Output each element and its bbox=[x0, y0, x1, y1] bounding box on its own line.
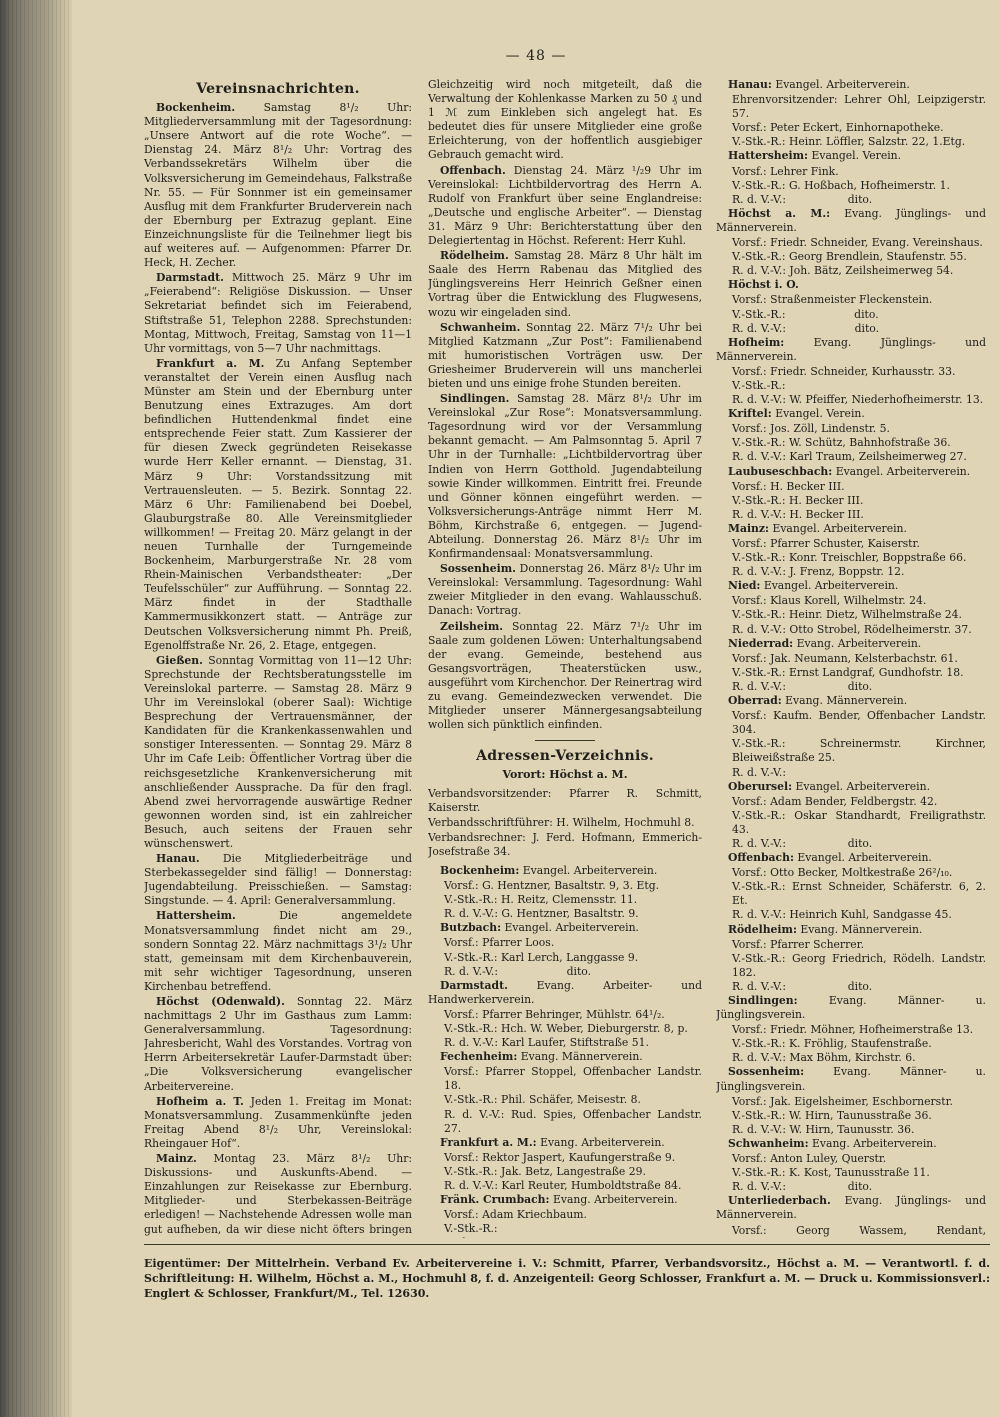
address-entry-title bbox=[716, 694, 986, 708]
address-entry bbox=[716, 522, 986, 579]
address-line: R. d. V.-V.: dito. bbox=[732, 1180, 873, 1194]
address-line bbox=[428, 1236, 702, 1238]
address-line: Vorsf.: Rektor Jaspert, Kaufungerstraße 9. bbox=[444, 1150, 676, 1164]
address-line: Vorsf.: H. Becker III. bbox=[732, 479, 845, 493]
address-line: V.-Stk.-R.: H. Reitz, Clemensstr. 11. bbox=[444, 893, 638, 907]
address-entry-title bbox=[716, 780, 986, 794]
news-item-text: Sonntag 22. März 7¹/₂ Uhr bei Mitglied Katzmann „Zur Post“: Familienabend mit humoristischen Vorträgen usw. Der Griesheimer Bruderverein will uns mancherlei bieten und uns einige frohe Stunden bereiten. bbox=[428, 320, 702, 390]
address-entry-title bbox=[716, 78, 986, 92]
address-line: V.-Stk.-R.: Phil. Schäfer, Meisestr. 8. bbox=[444, 1093, 641, 1107]
address-entry-title bbox=[428, 921, 702, 935]
address-line: V.-Stk.-R.: Konr. Treischler, Boppstraße 66. bbox=[732, 551, 967, 565]
address-line: Vorsf.: Adam Kriechbaum. bbox=[444, 1208, 587, 1222]
address-line: Vorsf.: Otto Becker, Moltkestraße 26²/₁₀. bbox=[732, 866, 953, 880]
address-entry bbox=[716, 407, 986, 464]
verband-officer: Verbandsrechner: J. Ferd. Hofmann, Emmerich-Josefstraße 34. bbox=[428, 830, 702, 858]
address-line: Vorsf.: Georg Wassem, Rendant, bbox=[732, 1223, 986, 1237]
address-entry bbox=[716, 851, 986, 922]
address-line: R. d. V.-V.: H. Becker III. bbox=[732, 507, 864, 521]
address-line: R. d. V.-V.: dito. bbox=[732, 679, 873, 693]
news-item bbox=[144, 271, 412, 356]
address-line: V.-Stk.-R.: Hch. W. Weber, Dieburgerstr. 8, p. bbox=[444, 1022, 688, 1035]
news-item-place: Mainz. bbox=[156, 1152, 197, 1166]
news-item bbox=[144, 852, 412, 908]
address-place: Unterliederbach. bbox=[728, 1194, 831, 1208]
address-list bbox=[428, 864, 702, 1238]
address-place: Höchst a. M.: bbox=[728, 206, 831, 220]
address-desc: Evang. Männerverein. bbox=[520, 1050, 643, 1064]
address-line: Vorsf.: Pfarrer Scherrer. bbox=[732, 937, 865, 951]
address-place: Offenbach: bbox=[728, 851, 794, 865]
news-item-text: Die angemeldete Monatsversammlung findet nicht am 29., sondern Sonntag 22. März nachmittags 3¹/₂ Uhr statt, gemeinsam mit dem Kirchenbauverein, mit sehr wichtiger Tagesordnung, unseren Kirchenbau betreffend. bbox=[144, 909, 412, 993]
intro-paragraph: Gleichzeitig wird noch mitgeteilt, daß die Verwaltung der Kohlenkasse Marken zu 50 ₰ und 1 ℳ zum Einkleben sich angelegt hat. Es bedeutet dies für unsere Mitglieder eine große Erleichterung, von der hoffentlich ausgiebiger Gebrauch gemacht wird. bbox=[428, 78, 702, 162]
news-item-text: Sonntag 22. März 7¹/₂ Uhr im Saale zum goldenen Löwen: Unterhaltungsabend der evang. Gemeinde, bestehend aus Gesangsvorträgen, Theaterstücken usw., ausgeführt vom Kirchenchor. Der Reinertrag wird zu evang. Gemeindezwecken verwendet. Die Mitglieder unserer Männergesangsabteilung wollen sich pünktlich einfinden. bbox=[428, 619, 702, 732]
address-place: Mainz: bbox=[728, 521, 770, 535]
address-entry bbox=[716, 923, 986, 994]
address-desc: Evangel. Arbeiterverein. bbox=[763, 579, 899, 593]
address-place: Fränk. Crumbach: bbox=[440, 1193, 550, 1207]
news-item bbox=[428, 620, 702, 733]
address-line: V.-Stk.-R.: Jak. Betz, Langestraße 29. bbox=[444, 1164, 646, 1178]
address-desc: Evang. Männerverein. bbox=[800, 922, 923, 936]
address-line: R. d. V.-V.: Otto Strobel, Rödelheimerstr. 37. bbox=[732, 622, 972, 636]
address-place: Oberursel: bbox=[728, 779, 793, 793]
address-desc: Evangel. Arbeiterverein. bbox=[797, 851, 932, 865]
address-place: Bockenheim: bbox=[440, 863, 520, 877]
address-line: V.-Stk.-R.: G. Hoßbach, Hofheimerstr. 1. bbox=[732, 178, 950, 192]
address-line: Vorsf.: Klaus Korell, Wilhelmstr. 24. bbox=[732, 594, 927, 608]
news-item bbox=[428, 562, 702, 618]
address-desc: Evangel. Arbeiterverein. bbox=[522, 863, 658, 877]
address-line: V.-Stk.-R.: Ernst Schneider, Schäferstr. 6, 2. Et. bbox=[732, 880, 986, 908]
address-desc: Evang. Arbeiterverein. bbox=[552, 1193, 678, 1207]
news-item-text: Samstag 28. März 8¹/₂ Uhr im Vereinslokal „Zur Rose“: Monatsversammlung. Tagesordnung wird vor der Versammlung bekannt gemacht. — Am Palmsonntag 5. April 7 Uhr in der Turnhalle: „Lichtbildervortrag über Indien von Herrn Gotthold. Jugendabteilung sowie Kinder willkommen. Eintritt frei. Freunde und Gönner können eingeführt werden. — Volksversicherungs-Anträge nimmt Herr M. Böhm, Kirchstraße 6, entgegen. — Jugend-Abteilung. Donnerstag 26. März 8¹/₂ Uhr im Konfirmandensaal: Monatsversammlung. bbox=[428, 392, 702, 561]
address-entry bbox=[716, 465, 986, 522]
address-line: Vorsf.: G. Hentzner, Basaltstr. 9, 3. Etg. bbox=[444, 879, 660, 893]
address-place: Hofheim: bbox=[728, 335, 785, 349]
address-desc: Evang. Arbeiterverein. bbox=[540, 1135, 665, 1149]
address-line: V.-Stk.-R.: Karl Lerch, Langgasse 9. bbox=[444, 950, 639, 964]
address-line: R. d. V.-V.: G. Hentzner, Basaltstr. 9. bbox=[444, 907, 639, 921]
address-entry bbox=[716, 637, 986, 694]
address-entry bbox=[716, 694, 986, 780]
news-item-place: Schwanheim. bbox=[440, 320, 521, 334]
news-item-place: Rödelheim. bbox=[440, 249, 509, 263]
address-place: Niederrad: bbox=[728, 636, 794, 650]
address-place: Rödelheim: bbox=[728, 922, 797, 936]
news-item bbox=[144, 909, 412, 994]
news-item bbox=[428, 249, 702, 319]
book-binding bbox=[0, 0, 72, 1417]
address-desc: Evang. Arbeiterverein. bbox=[796, 636, 922, 650]
address-entry bbox=[428, 921, 702, 978]
section-heading-vereinsnachrichten: Vereinsnachrichten. bbox=[196, 81, 360, 97]
address-entry bbox=[428, 864, 702, 921]
address-entry bbox=[716, 780, 986, 851]
address-line: V.-Stk.-R.: bbox=[444, 1222, 498, 1236]
address-entry bbox=[716, 1137, 986, 1194]
news-item-text: Die Mitgliederbeiträge und Sterbekassegelder sind fällig! — Donnerstag: Jugendabteilung. Preisschießen. — Samstag: Singstunde. — 4. April: Generalversammlung. bbox=[144, 852, 412, 908]
address-desc: Evangel. Arbeiterverein. bbox=[504, 921, 639, 935]
address-entry-title bbox=[716, 207, 986, 235]
news-item-text: Sonntag Vormittag von 11—12 Uhr: Sprechstunde der Rechtsberatungsstelle im Vereinslokal parterre. — Samstag 28. März 9 Uhr im Vereinslokal (oberer Saal): Wichtige Besprechung der Vertrauensmänner, der Kandidaten für die Krankenkassenwahlen und sonstiger Interessenten. — Sonntag 29. März 8 Uhr im Cafe Leib: Öffentlicher Vortrag über die reichsgesetzliche Krankenversicherung mit anschließender Aussprache. Da für den fragl. Abend zwei hervorragende auswärtige Redner gewonnen worden sind, ist ein zahlreicher Besuch, auch seitens der Frauen sehr wünschenswert. bbox=[144, 653, 412, 850]
address-desc: Evang. Jünglings- und Männerverein. bbox=[716, 335, 986, 363]
news-item-place: Offenbach. bbox=[440, 163, 506, 177]
address-entry bbox=[716, 207, 986, 278]
address-line: Vorsf.: Jak. Eigelsheimer, Eschbornerstr. bbox=[732, 1094, 953, 1108]
news-item-text: Dienstag 24. März ¹/₂9 Uhr im Vereinslokal: Lichtbildervortrag des Herrn A. Rudolf von Frankfurt über seine Englandreise: „Deutsche und englische Arbeiter“. — Dienstag 31. März 9 Uhr: Berichterstattung über den Delegiertentag in Höchst. Referent: Herr Kuhl. bbox=[428, 163, 702, 248]
address-entry bbox=[716, 579, 986, 636]
news-item-place: Gießen. bbox=[156, 653, 203, 667]
address-line: Vorsf.: Straßenmeister Fleckenstein. bbox=[732, 293, 933, 307]
address-line: R. d. V.-V.: dito. bbox=[444, 964, 592, 978]
address-line: R. d. V.-V.: dito. bbox=[732, 321, 880, 335]
address-entry bbox=[716, 1065, 986, 1136]
address-entry-title bbox=[428, 1136, 702, 1150]
address-entry-title bbox=[716, 336, 986, 364]
news-item-place: Höchst (Odenwald). bbox=[156, 995, 285, 1008]
address-entry-title bbox=[428, 1193, 702, 1207]
address-line: Vorsf.: Pfarrer Schuster, Kaiserstr. bbox=[732, 537, 920, 550]
address-entry-title bbox=[716, 579, 986, 593]
address-place: Kriftel: bbox=[728, 407, 772, 421]
news-item-place: Hattersheim. bbox=[156, 909, 236, 923]
address-line: R. d. V.-V.: W. Hirn, Taunusstr. 36. bbox=[732, 1122, 915, 1136]
news-item-place: Bockenheim. bbox=[156, 101, 236, 115]
address-line: R. d. V.-V.: Joh. Bätz, Zeilsheimerweg 54. bbox=[732, 264, 954, 278]
address-line: R. d. V.-V.: dito. bbox=[732, 836, 873, 850]
address-line: V.-Stk.-R.: bbox=[732, 378, 786, 392]
address-line: R. d. V.-V.: J. Frenz, Boppstr. 12. bbox=[732, 565, 905, 579]
news-item-text: Montag 23. März 8¹/₂ Uhr: Diskussions- und Auskunfts-Abend. — Einzahlungen zur Reisekasse zur Ebernburg. Mitglieder- und Sterbekassen-Beiträge erledigen! — Nachstehende Adressen wolle man gut aufheben, da wir diese nicht öfters bringen bbox=[144, 1152, 412, 1236]
address-entry-title bbox=[428, 1050, 702, 1064]
address-line: V.-Stk.-R.: K. Kost, Taunusstraße 11. bbox=[732, 1166, 930, 1180]
address-desc: Evangel. Verein. bbox=[811, 149, 902, 163]
news-item bbox=[144, 101, 412, 270]
address-line: V.-Stk.-R.: Oskar Standhardt, Freiligrathstr. 43. bbox=[732, 808, 986, 836]
address-place: Oberrad: bbox=[728, 694, 782, 708]
address-entry-title bbox=[716, 465, 986, 479]
address-entry-title bbox=[716, 851, 986, 865]
news-item bbox=[144, 1095, 412, 1151]
news-item bbox=[428, 321, 702, 391]
column-vereinsnachrichten bbox=[144, 78, 412, 1238]
news-item-place: Hanau. bbox=[156, 852, 200, 866]
address-line: Vorsf.: Jos. Zöll, Lindenstr. 5. bbox=[732, 422, 890, 436]
address-entry-title bbox=[716, 149, 986, 163]
address-desc: Evang. Männerverein. bbox=[785, 694, 908, 708]
address-desc: Evang. Arbeiterverein. bbox=[812, 1136, 937, 1150]
address-line: V.-Stk.-R.: dito. bbox=[732, 307, 879, 321]
address-line: Ehrenvorsitzender: Lehrer Ohl, Leipzigerstr. 57. bbox=[732, 93, 986, 121]
address-line: R. d. V.-V.: W. Pfeiffer, Niederhofheimerstr. 13. bbox=[732, 393, 984, 407]
address-desc: Evang. Arbeiter- und Handwerkerverein. bbox=[428, 978, 702, 1006]
address-desc: Evang. Männer- u. Jünglingsverein. bbox=[716, 994, 986, 1022]
address-line: V.-Stk.-R.: W. Hirn, Taunusstraße 36. bbox=[732, 1108, 932, 1122]
address-place: Darmstadt. bbox=[440, 978, 508, 992]
vorort-subheading: Vorort: Höchst a. M. bbox=[502, 768, 628, 782]
address-entry bbox=[716, 278, 986, 335]
news-item bbox=[428, 392, 702, 561]
address-place: Höchst i. O. bbox=[728, 278, 799, 292]
address-desc: Evangel. Verein. bbox=[775, 407, 865, 421]
address-place: Nied: bbox=[728, 579, 761, 593]
address-place: Schwanheim: bbox=[728, 1136, 809, 1150]
news-item-text: Samstag 28. März 8 Uhr hält im Saale des Herrn Rabenau das Mitglied des Jünglingsvereins Herr Heinrich Geßner einen Vortrag über die Entwicklung des Flugwesens, wozu wir eingeladen sind. bbox=[428, 249, 702, 319]
address-line: R. d. V.-V.: dito. bbox=[732, 192, 873, 206]
address-desc: Evangel. Arbeiterverein. bbox=[772, 521, 907, 535]
address-desc: Evangel. Arbeiterverein. bbox=[835, 464, 971, 478]
news-item-text: Donnerstag 26. März 8¹/₂ Uhr im Vereinslokal: Versammlung. Tagesordnung: Wahl zweier Mitglieder in den evang. Wahlausschuß. Danach: Vortrag. bbox=[428, 562, 702, 618]
address-desc: Evang. Männer- u. Jünglingsverein. bbox=[716, 1065, 986, 1093]
news-item-text: Mittwoch 25. März 9 Uhr im „Feierabend“: Religiöse Diskussion. — Unser Sekretariat befindet sich im Feierabend, Stiftstraße 51, Telephon 2288. Sprechstunden: Montag, Mittwoch, Freitag, Samstag von 11—1 Uhr vormittags, von 5—7 Uhr nachmittags. bbox=[144, 271, 412, 355]
address-entry-title bbox=[716, 407, 986, 421]
address-line: V.-Stk.-R.: Ernst Landgraf, Gundhofstr. 18. bbox=[732, 665, 964, 679]
address-entry-title bbox=[716, 1065, 986, 1093]
news-item-text: Samstag 8¹/₂ Uhr: Mitgliederversammlung mit der Tagesordnung: „Unsere Antwort auf die rote Woche“. — Dienstag 24. März 8¹/₂ Uhr: Vortrag des Verbandssekretärs Wilhelm über die Volksversicherung im Gemeindehaus, Falkstraße Nr. 55. — Für Sonnmer ist ein gemeinsamer Ausflug mit dem Frankfurter Bruderverein nach der Ebernburg per Extrazug geplant. Eine Einzeichnungsliste für die Teilnehmer liegt bis auf weiteres auf. — Aufgenommen: Pfarrer Dr. Heck, H. Zecher. bbox=[144, 101, 412, 270]
address-entry-title bbox=[428, 979, 702, 1007]
address-line: Vorsf.: Adam Bender, Feldbergstr. 42. bbox=[732, 794, 938, 808]
news-item-text: Zu Anfang September veranstaltet der Verein einen Ausflug nach Münster am Stein und der Ebernburg unter Benutzung eines Extrazuges. Am dort befindlichen Huttendenkmal findet eine entsprechende Feier statt. Zum Kassierer der für diesen Zweck gegründeten Reisekasse wurde Herr Keller ernannt. — Dienstag, 31. März 9 Uhr: Vorstandssitzung mit Vertrauensleuten. — 5. Bezirk. Sonntag 22. März 6 Uhr: Familienabend bei Doebel, Glauburgstraße 80. Alle Vereinsmitglieder willkommen! — Freitag 20. März gelangt in der neuen Turnhalle der Turngemeinde Bockenheim, Marburgerstraße Nr. 28 vom Rhein-Mainischen Verbandstheater: „Der Teufelsschüler“ zur Aufführung. — Sonntag 22. März findet in der Stadthalle Kammermusikkonzert statt. — Anträge zur Deutschen Volksversicherung nimmt Ph. Preiß, Egenolffstraße Nr. 26, 2. Etage, entgegen. bbox=[144, 356, 412, 652]
address-line: Vorsf.: Pfarrer Stoppel, Offenbacher Landstr. 18. bbox=[444, 1065, 702, 1093]
address-entry bbox=[428, 1193, 702, 1238]
address-place: Hattersheim: bbox=[728, 149, 809, 163]
address-line: Vorsf.: Peter Eckert, Einhornapotheke. bbox=[732, 121, 944, 135]
address-entry-title bbox=[716, 637, 986, 651]
address-place: Frankfurt a. M.: bbox=[440, 1135, 537, 1149]
news-item bbox=[144, 1152, 412, 1238]
address-line: R. d. V.-V.: Karl Reuter, Humboldtstraße 84. bbox=[444, 1179, 682, 1193]
address-line: V.-Stk.-R.: H. Becker III. bbox=[732, 493, 864, 507]
address-line: V.-Stk.-R.: Georg Brendlein, Staufenstr. 55. bbox=[732, 250, 967, 264]
address-entry bbox=[716, 336, 986, 407]
news-item-place: Sindlingen. bbox=[440, 392, 510, 406]
address-place: Butzbach: bbox=[440, 921, 502, 935]
address-line: V.-Stk.-R.: K. Fröhlig, Staufenstraße. bbox=[732, 1037, 932, 1051]
address-line: R. d. V.-V.: Karl Traum, Zeilsheimerweg 27. bbox=[732, 450, 967, 464]
verband-officers bbox=[428, 787, 702, 859]
address-line: Vorsf.: Friedr. Möhner, Hofheimerstraße 13. bbox=[732, 1023, 974, 1037]
news-item bbox=[144, 654, 412, 851]
news-item-place: Hofheim a. T. bbox=[156, 1094, 244, 1108]
news-list bbox=[144, 101, 412, 1238]
address-place: Laubuseschbach: bbox=[728, 464, 833, 478]
address-entry-title bbox=[716, 923, 986, 937]
address-line: Vorsf.: Lehrer Fink. bbox=[732, 164, 839, 178]
address-list-continued bbox=[716, 78, 986, 1238]
news-item bbox=[428, 164, 702, 249]
column-middle bbox=[428, 78, 702, 1238]
address-entry-title bbox=[428, 864, 702, 878]
address-line: R. d. V.-V.: Max Böhm, Kirchstr. 6. bbox=[732, 1051, 916, 1065]
address-line: Vorsf.: Friedr. Schneider, Kurhausstr. 33. bbox=[732, 364, 956, 378]
address-entry-title bbox=[716, 1137, 986, 1151]
address-line: V.-Stk.-R.: W. Schütz, Bahnhofstraße 36. bbox=[732, 436, 951, 450]
address-entry-title bbox=[716, 522, 986, 536]
news-item bbox=[144, 357, 412, 653]
address-entry bbox=[428, 1050, 702, 1136]
news-list-continued bbox=[428, 164, 702, 733]
address-line: R. d. V.-V.: dito. bbox=[732, 979, 873, 993]
address-place: Sindlingen: bbox=[728, 994, 798, 1007]
address-desc: Evangel. Arbeiterverein. bbox=[775, 78, 910, 91]
address-line: R. d. V.-V.: Heinrich Kuhl, Sandgasse 45. bbox=[732, 908, 952, 922]
address-entry-title bbox=[716, 994, 986, 1022]
section-divider bbox=[535, 740, 595, 741]
address-entry bbox=[716, 1194, 986, 1238]
column-addresses bbox=[716, 78, 986, 1238]
address-line: R. d. V.-V.: Rud. Spies, Offenbacher Landstr. 27. bbox=[444, 1107, 702, 1135]
address-desc: Evang. Jünglings- und Männerverein. bbox=[716, 206, 986, 234]
address-entry bbox=[716, 78, 986, 149]
address-line: R. d. V.-V.: Karl Laufer, Stiftstraße 51. bbox=[444, 1036, 649, 1050]
address-line: V.-Stk.-R.: Heinr. Löffler, Salzstr. 22, 1.Etg. bbox=[732, 135, 966, 149]
verband-officer: Verbandsschriftführer: H. Wilhelm, Hochmuhl 8. bbox=[428, 815, 695, 829]
news-item-place: Zeilsheim. bbox=[440, 619, 504, 633]
address-line: Vorsf.: Pfarrer Loos. bbox=[444, 936, 555, 950]
address-entry bbox=[428, 1136, 702, 1193]
news-item-text: Jeden 1. Freitag im Monat: Monatsversammlung. Zusammenkünfte jeden Freitag Abend 8¹/₂ Uhr, Vereinslokal: Rheingauer Hof“. bbox=[144, 1094, 412, 1150]
address-place: Fechenheim: bbox=[440, 1050, 518, 1064]
address-desc: Evangel. Arbeiterverein. bbox=[795, 779, 931, 793]
address-line: Vorsf.: Jak. Neumann, Kelsterbachstr. 61. bbox=[732, 651, 958, 665]
address-entry bbox=[716, 149, 986, 206]
address-desc: Evang. Jünglings- und Männerverein. bbox=[716, 1194, 986, 1222]
news-item-place: Darmstadt. bbox=[156, 271, 224, 285]
address-line: Vorsf.: Pfarrer Behringer, Mühlstr. 64¹/₂. bbox=[444, 1007, 665, 1021]
address-entry bbox=[716, 994, 986, 1065]
section-heading-adressen: Adressen-Verzeichnis. bbox=[476, 748, 654, 765]
newspaper-page bbox=[72, 0, 1000, 1417]
page-number: — 48 — bbox=[505, 48, 567, 64]
news-item-text: Sonntag 22. März nachmittags 2 Uhr im Gasthaus zum Lamm: Generalversammlung. Tagesordnung: Jahresbericht, Wahl des Vorstandes. Vortrag von Herrn Arbeitersekretär Laufer-Darmstadt über: „Die Volksversicherung evangelischer Arbeitervereine. bbox=[144, 995, 412, 1093]
news-item-place: Frankfurt a. M. bbox=[156, 356, 265, 370]
verband-officer: Verbandsvorsitzender: Pfarrer R. Schmitt, Kaiserstr. bbox=[428, 786, 702, 814]
address-entry-title bbox=[716, 278, 986, 292]
address-line: V.-Stk.-R.: Georg Friedrich, Rödelh. Landstr. 182. bbox=[732, 951, 986, 979]
address-entry bbox=[428, 979, 702, 1050]
address-place: Hanau: bbox=[728, 78, 772, 91]
address-line: R. d. V.-V.: bbox=[732, 765, 786, 779]
address-line: Vorsf.: Friedr. Schneider, Evang. Vereinshaus. bbox=[732, 236, 983, 250]
imprint-footer: Eigentümer: Der Mittelrhein. Verband Ev. Arbeitervereine i. V.: Schmitt, Pfarrer, Verbandsvorsitz., Höchst a. M. — Verantwortl. f. d. Schriftleitung: H. Wilhelm, Höchst a. M., Hochmuhl 8, f. d. Anzeigenteil: Georg Schlosser, Frankfurt a. M. — Druck u. Kommissionsverl.: Englert & Schlosser, Frankfurt/M., Tel. 12630. bbox=[144, 1257, 990, 1300]
address-line: V.-Stk.-R.: Heinr. Dietz, Wilhelmstraße 24. bbox=[732, 608, 962, 622]
news-item bbox=[144, 995, 412, 1094]
address-entry-title bbox=[716, 1194, 986, 1222]
footer-rule bbox=[144, 1244, 990, 1245]
news-item-place: Sossenheim. bbox=[440, 562, 516, 576]
address-place: Sossenheim: bbox=[728, 1065, 805, 1079]
address-line: Vorsf.: Anton Luley, Querstr. bbox=[732, 1152, 887, 1166]
address-line: V.-Stk.-R.: Schreinermstr. Kirchner, Bleiweißstraße 25. bbox=[732, 737, 986, 765]
address-line: Vorsf.: Kaufm. Bender, Offenbacher Landstr. 304. bbox=[732, 709, 986, 737]
